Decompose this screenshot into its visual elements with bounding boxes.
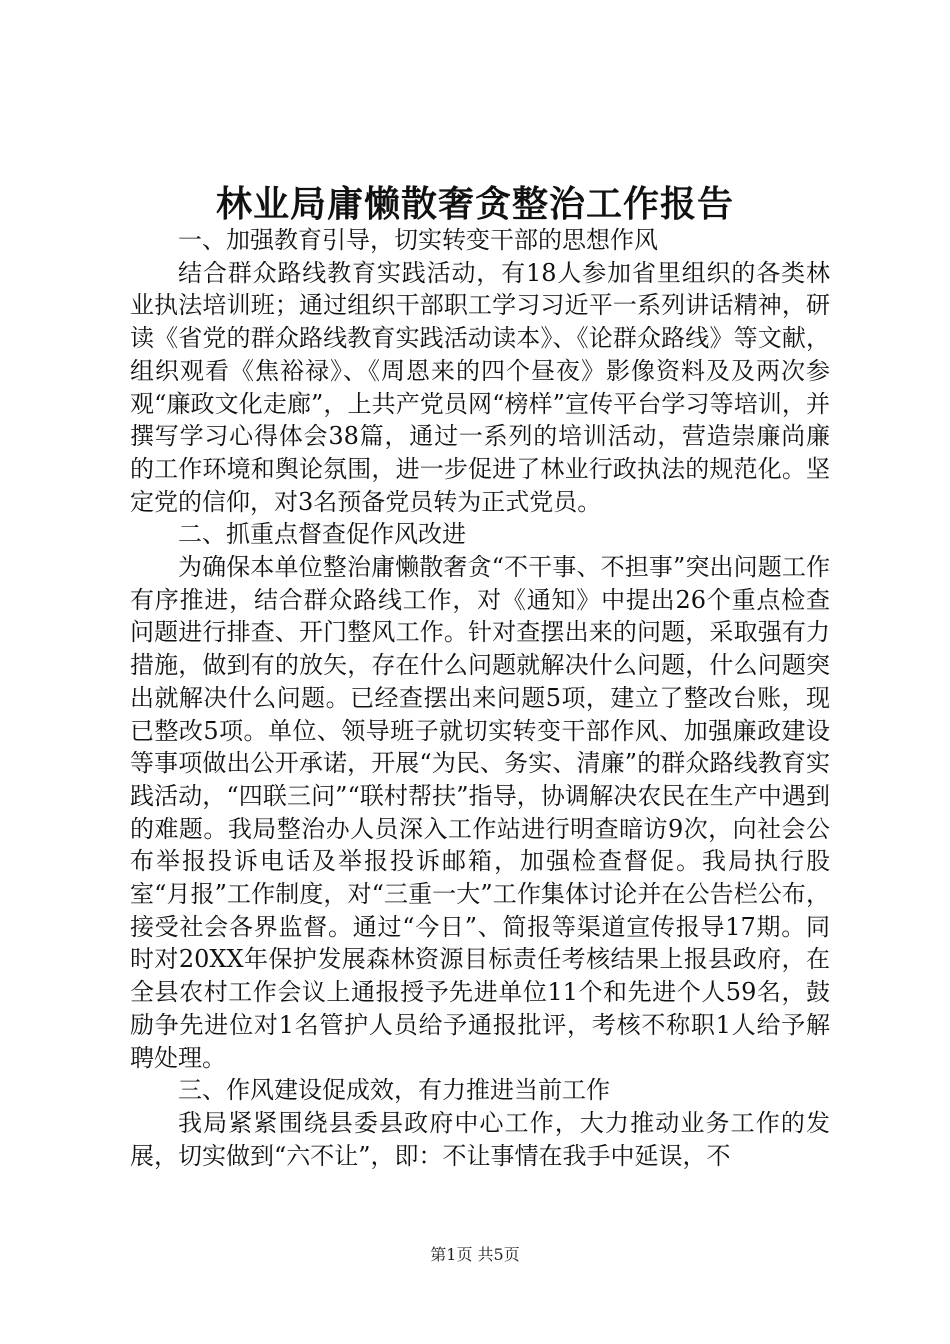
- page-number-footer: 第1页 共5页: [430, 1245, 520, 1264]
- body-paragraph-2: 为确保本单位整治庸懒散奢贪“不干事、不担事”突出问题工作有序推进，结合群众路线工作，对《通知》中提出26个重点检查问题进行排查、开门整风工作。针对查摆出来的问题，采取强有力措施，做到有的放矢，存在什么问题就解决什么问题，什么问题突出就解决什么问题。已经查摆出来问题5项，建立了整改台账，现已整改5项。单位、领导班子就切实转变干部作风、加强廉政建设等事项做出公开承诺，开展“为民、务实、清廉”的群众路线教育实践活动，“四联三问”“联村帮扶”指导，协调解决农民在生产中遇到的难题。我局整治办人员深入工作站进行明查暗访9次，向社会公布举报投诉电话及举报投诉邮箱，加强检查督促。我局执行股室“月报”工作制度，对“三重一大”工作集体讨论并在公告栏公布，接受社会各界监督。通过“今日”、简报等渠道宣传报导17期。同时对20XX年保护发展森林资源目标责任考核结果上报县政府，在全县农村工作会议上通报授予先进单位11个和先进个人59名，鼓励争先进位对1名管护人员给予通报批评，考核不称职1人给予解聘处理。: [130, 553, 830, 1072]
- body-paragraph-1: 结合群众路线教育实践活动，有18人参加省里组织的各类林业执法培训班；通过组织干部职工学习习近平一系列讲话精神，研读《省党的群众路线教育实践活动读本》、《论群众路线》等文献，组织观看《焦裕禄》、《周恩来的四个昼夜》影像资料及及两次参观“廉政文化走廊”，上共产党员网“榜样”宣传平台学习等培训，并撰写学习心得体会38篇，通过一系列的培训活动，营造崇廉尚廉的工作环境和舆论氛围，进一步促进了林业行政执法的规范化。坚定党的信仰，对3名预备党员转为正式党员。: [130, 258, 830, 516]
- section-heading-3: 三、作风建设促成效，有力推进当前工作: [178, 1076, 610, 1105]
- body-paragraph-3: 我局紧紧围绕县委县政府中心工作，大力推动业务工作的发展，切实做到“六不让”，即：不让事情在我手中延误，不: [130, 1108, 830, 1170]
- section-heading-1: 一、加强教育引导，切实转变干部的思想作风: [178, 226, 658, 254]
- section-heading-2: 二、抓重点督查促作风改进: [178, 520, 466, 549]
- document-body: [130, 224, 830, 1172]
- document-title: 林业局庸懒散奢贪整治工作报告: [215, 183, 734, 225]
